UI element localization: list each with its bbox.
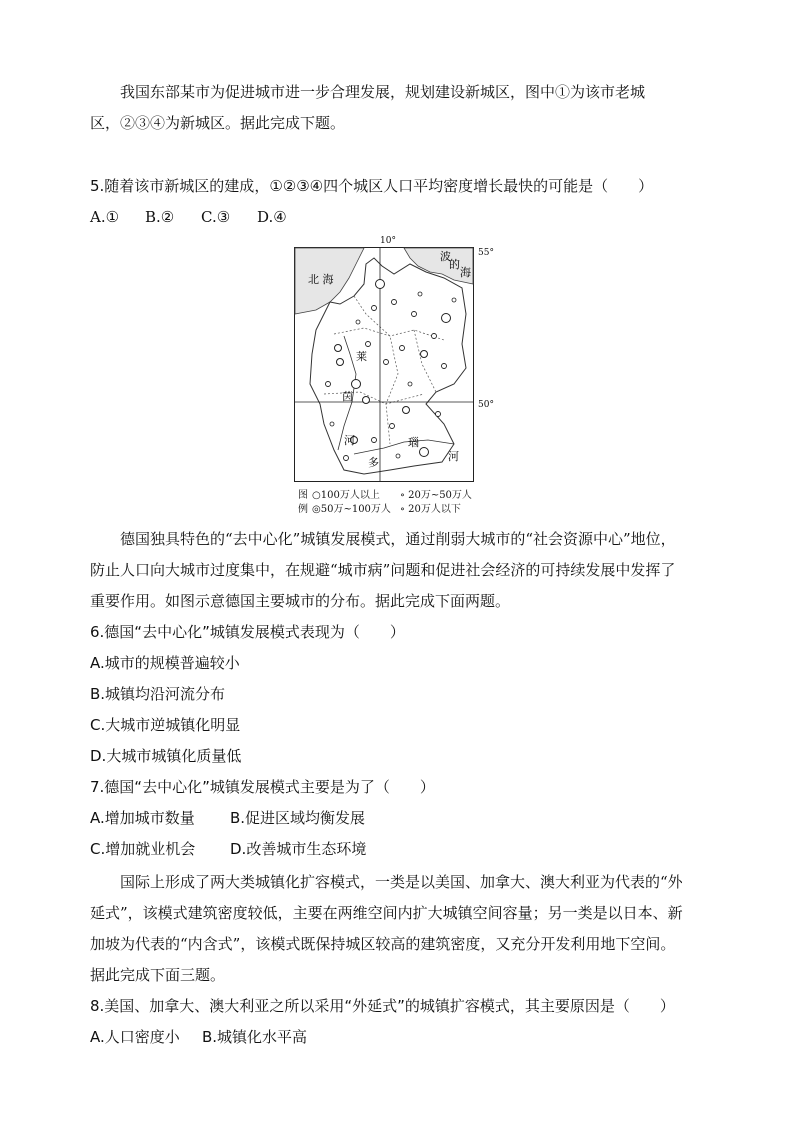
label-north-sea: 北 海 bbox=[308, 273, 334, 286]
city-tiny bbox=[330, 422, 334, 426]
intro3-line1: 国际上形成了两大类城镇化扩容模式，一类是以美国、加拿大、澳大利亚为代表的“外 bbox=[120, 873, 683, 891]
intro1-line1: 我国东部某市为促进城市进一步合理发展，规划建设新城区，图中①为该市老城 bbox=[120, 83, 646, 101]
city-small bbox=[436, 412, 441, 417]
q7-option-a: A.增加城市数量 bbox=[90, 809, 195, 827]
q6-option-a: A.城市的规模普遍较小 bbox=[90, 654, 240, 672]
q7-option-c: C.增加就业机会 bbox=[90, 840, 196, 858]
q5-option-b: B.② bbox=[145, 208, 175, 226]
intro2-line2: 防止人口向大城市过度集中，在规避“城市病”问题和促进社会经济的可持续发展中发挥了 bbox=[90, 561, 676, 579]
label-baltic-1: 波 bbox=[440, 250, 451, 263]
city-medium bbox=[337, 359, 344, 366]
q5-option-c: C.③ bbox=[201, 208, 231, 226]
city-small bbox=[442, 364, 447, 369]
city-small bbox=[412, 312, 417, 317]
city-small bbox=[384, 360, 389, 365]
label-rhine-1: 莱 bbox=[356, 350, 367, 363]
q7-options-row1 bbox=[90, 808, 365, 828]
legend-symbol-large: ○ bbox=[312, 490, 321, 501]
city-small bbox=[432, 334, 437, 339]
intro1-line2: 区，②③④为新城区。据此完成下题。 bbox=[90, 114, 346, 132]
q5-options bbox=[90, 207, 287, 227]
city-small bbox=[372, 438, 377, 443]
city-tiny bbox=[356, 320, 360, 324]
germany-city-map bbox=[294, 244, 474, 482]
legend-item-3: ◎50万~100万人 bbox=[312, 504, 391, 515]
label-danube-2: 瑙 bbox=[408, 436, 419, 449]
city-medium bbox=[363, 397, 370, 404]
city-large bbox=[376, 280, 385, 289]
q6-option-b: B.城镇均沿河流分布 bbox=[90, 685, 226, 703]
q6-stem: 6.德国“去中心化”城镇发展模式表现为（ ） bbox=[90, 623, 405, 641]
label-danube-1: 多 bbox=[368, 456, 379, 469]
city-small bbox=[372, 306, 377, 311]
legend-title-2: 例 bbox=[298, 504, 308, 515]
city-small bbox=[326, 382, 331, 387]
city-small bbox=[400, 346, 405, 351]
q8-stem: 8.美国、加拿大、澳大利亚之所以采用“外延式”的城镇扩容模式，其主要原因是（ ） bbox=[90, 997, 675, 1015]
city-medium bbox=[335, 345, 342, 352]
meridian-label: 10° bbox=[380, 236, 396, 246]
intro3-line2: 延式”，该模式建筑密度较低，主要在两维空间内扩大城镇空间容量；另一类是以日本、新 bbox=[90, 904, 683, 922]
city-large bbox=[352, 380, 361, 389]
city-medium bbox=[403, 407, 410, 414]
intro3-line3: 加坡为代表的“内含式”，该模式既保持城区较高的建筑密度，又充分开发利用地下空间。 bbox=[90, 935, 676, 953]
city-medium bbox=[421, 351, 428, 358]
q5-option-a: A.① bbox=[90, 208, 120, 226]
city-small bbox=[366, 342, 371, 347]
intro3-line4: 据此完成下面三题。 bbox=[90, 966, 226, 984]
city-small bbox=[392, 300, 397, 305]
label-rhine-2: 茵 bbox=[342, 390, 353, 403]
legend-symbol-small: ∘ bbox=[400, 490, 409, 501]
q7-options-row2 bbox=[90, 839, 366, 859]
legend-title-1: 图 bbox=[298, 490, 308, 501]
legend-item-1: ○100万人以上 bbox=[312, 490, 380, 501]
legend-symbol-medium: ◎ bbox=[312, 504, 321, 515]
city-large bbox=[442, 314, 451, 323]
city-tiny bbox=[396, 454, 400, 458]
q6-option-d: D.大城市城镇化质量低 bbox=[90, 747, 242, 765]
city-large bbox=[420, 448, 429, 457]
legend-item-4: ∘ 20万人以下 bbox=[400, 504, 461, 515]
label-danube-3: 河 bbox=[448, 450, 459, 463]
city-tiny bbox=[408, 382, 412, 386]
label-rhine-3: 河 bbox=[344, 434, 355, 447]
q7-option-b: B.促进区域均衡发展 bbox=[230, 809, 366, 827]
legend-item-2: ∘ 20万~50万人 bbox=[400, 490, 472, 501]
legend-symbol-tiny: ∘ bbox=[400, 504, 409, 515]
q5-option-d: D.④ bbox=[257, 208, 287, 226]
latitude-55-label: 55° bbox=[478, 248, 494, 258]
intro2-line3: 重要作用。如图示意德国主要城市的分布。据此完成下面两题。 bbox=[90, 592, 511, 610]
q5-stem: 5.随着该市新城区的建成，①②③④四个城区人口平均密度增长最快的可能是（ ） bbox=[90, 177, 654, 195]
q8-option-b: B.城镇化水平高 bbox=[202, 1028, 308, 1046]
q8-options bbox=[90, 1027, 307, 1047]
city-tiny bbox=[418, 292, 422, 296]
label-baltic-3: 海 bbox=[460, 266, 471, 279]
q7-option-d: D.改善城市生态环境 bbox=[230, 840, 367, 858]
q6-option-c: C.大城市逆城镇化明显 bbox=[90, 716, 241, 734]
map-graphic bbox=[294, 244, 474, 482]
intro2-line1: 德国独具特色的“去中心化”城镇发展模式，通过削弱大城市的“社会资源中心”地位， bbox=[120, 530, 676, 548]
city-small bbox=[344, 456, 349, 461]
q8-option-a: A.人口密度小 bbox=[90, 1028, 180, 1046]
q7-stem: 7.德国“去中心化”城镇发展模式主要是为了（ ） bbox=[90, 778, 435, 796]
label-baltic-2: 的 bbox=[449, 258, 460, 271]
city-tiny bbox=[452, 298, 456, 302]
city-small bbox=[390, 424, 395, 429]
latitude-50-label: 50° bbox=[478, 400, 494, 410]
